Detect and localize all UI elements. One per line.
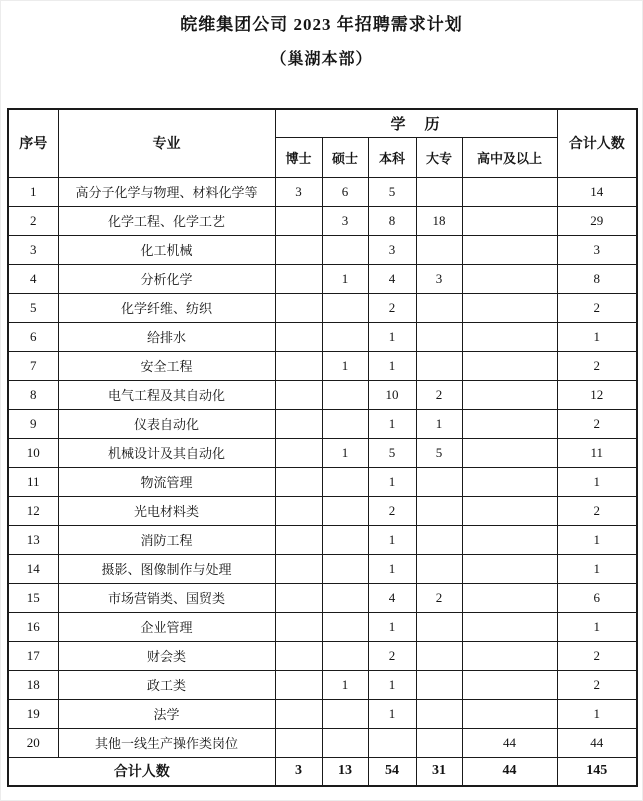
cell-highschool-above [462,235,557,264]
cell-master [322,380,368,409]
cell-highschool-above [462,699,557,728]
table-body [8,177,637,757]
cell-master: 1 [322,351,368,380]
cell-index: 6 [8,322,58,351]
cell-total: 2 [557,409,637,438]
cell-highschool-above [462,438,557,467]
cell-major: 其他一线生产操作类岗位 [58,728,275,757]
cell-junior-college [416,554,462,583]
cell-highschool-above: 44 [462,728,557,757]
table-row [8,206,637,235]
table-row [8,467,637,496]
table-row [8,525,637,554]
cell-phd [275,728,322,757]
cell-total: 2 [557,641,637,670]
cell-bachelor: 1 [368,612,416,641]
cell-major: 高分子化学与物理、材料化学等 [58,177,275,206]
cell-master [322,409,368,438]
cell-highschool-above [462,409,557,438]
cell-index: 12 [8,496,58,525]
cell-index: 19 [8,699,58,728]
cell-bachelor: 1 [368,699,416,728]
totals-grand-total: 145 [557,757,637,786]
cell-junior-college [416,670,462,699]
cell-phd: 3 [275,177,322,206]
cell-master [322,641,368,670]
cell-total: 44 [557,728,637,757]
cell-highschool-above [462,525,557,554]
cell-junior-college [416,525,462,554]
table-row [8,496,637,525]
cell-bachelor: 2 [368,293,416,322]
cell-highschool-above [462,322,557,351]
cell-index: 3 [8,235,58,264]
cell-bachelor: 5 [368,177,416,206]
table-row [8,554,637,583]
document-title: 皖维集团公司 2023 年招聘需求计划 [180,15,463,34]
cell-bachelor: 1 [368,467,416,496]
cell-phd [275,206,322,235]
cell-master [322,699,368,728]
cell-major: 安全工程 [58,351,275,380]
cell-index: 7 [8,351,58,380]
cell-bachelor: 5 [368,438,416,467]
table-row [8,177,637,206]
cell-total: 3 [557,235,637,264]
cell-major: 给排水 [58,322,275,351]
cell-master [322,322,368,351]
totals-bachelor: 54 [368,757,416,786]
cell-junior-college [416,496,462,525]
cell-total: 29 [557,206,637,235]
header-cell-junior-college: 大专 [416,137,462,177]
cell-total: 11 [557,438,637,467]
cell-index: 20 [8,728,58,757]
header-cell-major: 专业 [58,109,275,177]
totals-highschool-above: 44 [462,757,557,786]
cell-major: 机械设计及其自动化 [58,438,275,467]
cell-total: 2 [557,351,637,380]
cell-index: 17 [8,641,58,670]
header-cell-highschool-above: 高中及以上 [462,137,557,177]
cell-junior-college: 18 [416,206,462,235]
table-row [8,641,637,670]
cell-junior-college: 2 [416,583,462,612]
table-row [8,293,637,322]
cell-major: 摄影、图像制作与处理 [58,554,275,583]
cell-highschool-above [462,670,557,699]
cell-total: 1 [557,467,637,496]
cell-bachelor: 1 [368,670,416,699]
cell-junior-college [416,351,462,380]
table-row [8,351,637,380]
cell-junior-college [416,612,462,641]
cell-major: 光电材料类 [58,496,275,525]
cell-total: 1 [557,322,637,351]
cell-major: 消防工程 [58,525,275,554]
cell-junior-college [416,641,462,670]
table-row [8,612,637,641]
document-subtitle: （巢湖本部） [270,51,373,68]
cell-master [322,293,368,322]
table-row [8,699,637,728]
table-row [8,583,637,612]
cell-master [322,467,368,496]
cell-index: 1 [8,177,58,206]
cell-bachelor: 10 [368,380,416,409]
cell-major: 化学工程、化学工艺 [58,206,275,235]
header-row-1 [8,109,637,137]
totals-phd: 3 [275,757,322,786]
cell-junior-college: 5 [416,438,462,467]
cell-major: 电气工程及其自动化 [58,380,275,409]
cell-total: 1 [557,554,637,583]
cell-highschool-above [462,554,557,583]
cell-highschool-above [462,264,557,293]
cell-highschool-above [462,467,557,496]
cell-bachelor: 1 [368,554,416,583]
cell-master [322,554,368,583]
cell-total: 2 [557,496,637,525]
table-row [8,409,637,438]
cell-phd [275,409,322,438]
cell-bachelor: 3 [368,235,416,264]
cell-highschool-above [462,351,557,380]
cell-phd [275,322,322,351]
cell-junior-college [416,467,462,496]
cell-junior-college: 1 [416,409,462,438]
cell-index: 9 [8,409,58,438]
cell-major: 分析化学 [58,264,275,293]
cell-highschool-above [462,496,557,525]
cell-total: 2 [557,293,637,322]
cell-junior-college [416,235,462,264]
cell-index: 18 [8,670,58,699]
cell-highschool-above [462,612,557,641]
totals-junior-college: 31 [416,757,462,786]
cell-master: 1 [322,264,368,293]
header-cell-total: 合计人数 [557,109,637,177]
cell-phd [275,351,322,380]
cell-bachelor: 2 [368,641,416,670]
totals-master: 13 [322,757,368,786]
cell-phd [275,264,322,293]
cell-master: 3 [322,206,368,235]
cell-phd [275,583,322,612]
cell-master [322,525,368,554]
cell-phd [275,235,322,264]
cell-highschool-above [462,641,557,670]
cell-phd [275,496,322,525]
cell-index: 16 [8,612,58,641]
cell-master [322,612,368,641]
cell-index: 15 [8,583,58,612]
cell-phd [275,525,322,554]
table-row [8,380,637,409]
cell-master: 1 [322,438,368,467]
cell-bachelor: 1 [368,322,416,351]
cell-major: 政工类 [58,670,275,699]
cell-highschool-above [462,206,557,235]
totals-label: 合计人数 [8,757,275,786]
cell-master [322,235,368,264]
header-cell-index: 序号 [8,109,58,177]
cell-junior-college [416,293,462,322]
cell-phd [275,641,322,670]
cell-phd [275,467,322,496]
cell-master [322,728,368,757]
cell-index: 14 [8,554,58,583]
header-cell-bachelor: 本科 [368,137,416,177]
cell-total: 6 [557,583,637,612]
table-row [8,728,637,757]
cell-bachelor: 1 [368,351,416,380]
cell-total: 8 [557,264,637,293]
cell-total: 2 [557,670,637,699]
cell-index: 2 [8,206,58,235]
table-footer [8,757,637,786]
cell-major: 化工机械 [58,235,275,264]
cell-index: 13 [8,525,58,554]
table-row [8,264,637,293]
cell-junior-college [416,177,462,206]
cell-phd [275,554,322,583]
table-row [8,235,637,264]
cell-major: 企业管理 [58,612,275,641]
header-cell-master: 硕士 [322,137,368,177]
cell-total: 1 [557,699,637,728]
cell-highschool-above [462,380,557,409]
cell-bachelor [368,728,416,757]
cell-major: 财会类 [58,641,275,670]
cell-junior-college: 2 [416,380,462,409]
cell-major: 化学纤维、纺织 [58,293,275,322]
totals-row [8,757,637,786]
cell-highschool-above [462,583,557,612]
cell-phd [275,670,322,699]
cell-bachelor: 8 [368,206,416,235]
table-row [8,670,637,699]
cell-junior-college: 3 [416,264,462,293]
cell-junior-college [416,322,462,351]
cell-master [322,583,368,612]
cell-index: 4 [8,264,58,293]
cell-phd [275,380,322,409]
cell-junior-college [416,699,462,728]
cell-major: 法学 [58,699,275,728]
cell-master [322,496,368,525]
cell-highschool-above [462,177,557,206]
cell-phd [275,293,322,322]
cell-major: 物流管理 [58,467,275,496]
cell-master: 6 [322,177,368,206]
cell-total: 1 [557,525,637,554]
cell-bachelor: 1 [368,525,416,554]
cell-total: 14 [557,177,637,206]
cell-bachelor: 4 [368,583,416,612]
cell-index: 8 [8,380,58,409]
cell-phd [275,438,322,467]
cell-bachelor: 1 [368,409,416,438]
cell-junior-college [416,728,462,757]
header-cell-phd: 博士 [275,137,322,177]
cell-major: 仪表自动化 [58,409,275,438]
table-row [8,438,637,467]
cell-total: 1 [557,612,637,641]
table-row [8,322,637,351]
cell-highschool-above [462,293,557,322]
cell-major: 市场营销类、国贸类 [58,583,275,612]
cell-phd [275,612,322,641]
cell-index: 11 [8,467,58,496]
header-cell-education: 学 历 [275,109,557,137]
cell-master: 1 [322,670,368,699]
cell-bachelor: 2 [368,496,416,525]
recruitment-table [7,108,638,787]
cell-phd [275,699,322,728]
cell-index: 10 [8,438,58,467]
table-header [8,109,637,177]
cell-total: 12 [557,380,637,409]
cell-index: 5 [8,293,58,322]
cell-bachelor: 4 [368,264,416,293]
